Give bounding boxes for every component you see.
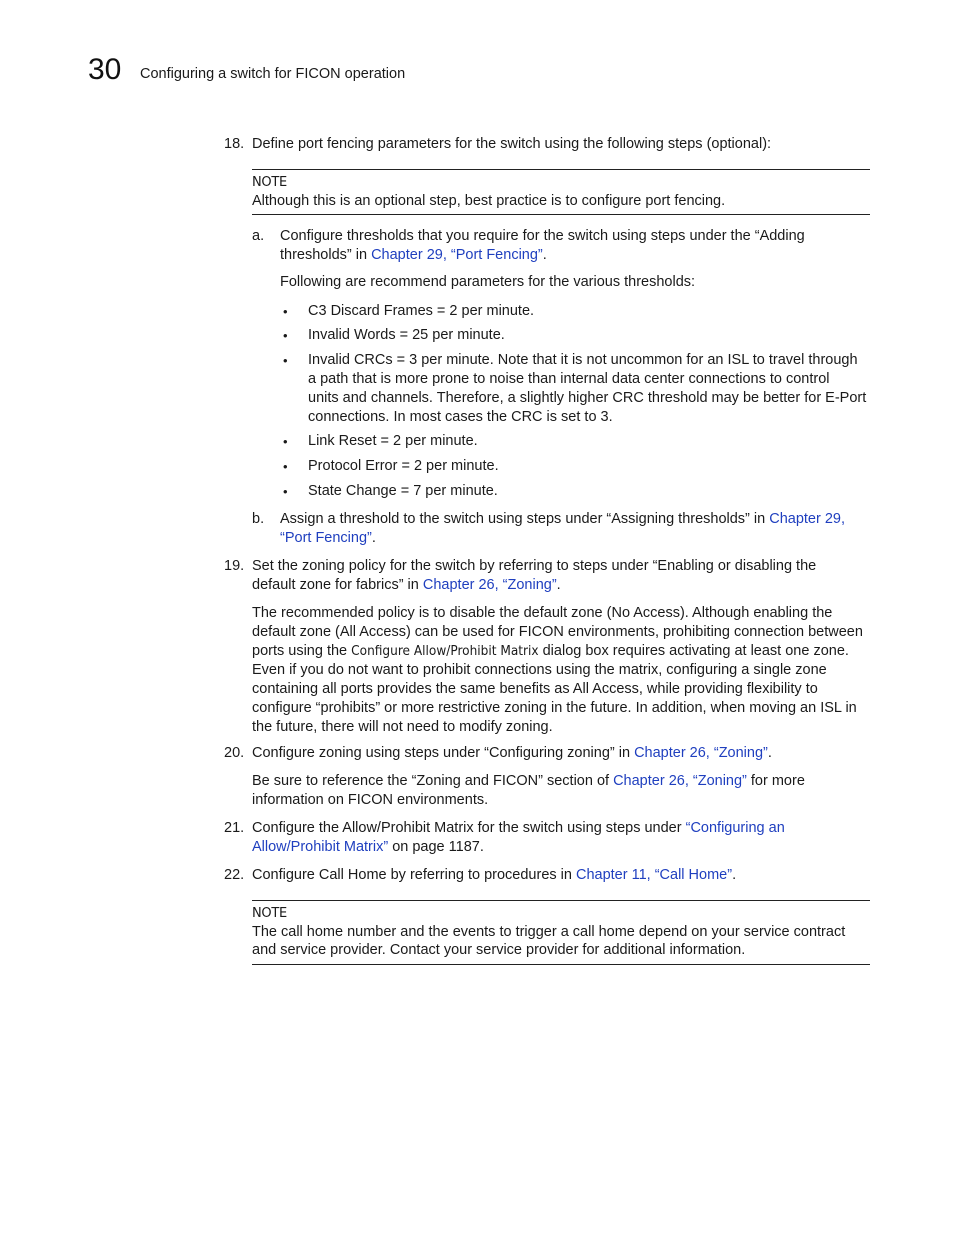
bullet-icon: • [283, 434, 288, 449]
step-20-post: . [767, 745, 772, 761]
bullet-invalid-crcs-line3: units and channels. Therefore, a slightly higher CRC threshold may be better for E-Port [308, 390, 867, 406]
link-chapter-26-zoning[interactable]: Chapter 26, “Zoning” [422, 577, 557, 593]
bullet-state-change: State Change = 7 per minute. [308, 483, 498, 499]
step-19-line1: Set the zoning policy for the switch by referring to steps under “Enabling or disabling the [252, 558, 817, 574]
bullet-icon: • [283, 328, 288, 343]
step-19-line2-post: . [556, 577, 561, 593]
link-allow-prohibit-matrix[interactable]: Allow/Prohibit Matrix” [252, 839, 389, 855]
link-chapter-29[interactable]: Chapter 29, [769, 511, 846, 527]
step-21-text [252, 819, 785, 857]
note-text: Although this is an optional step, best practice is to configure port fencing. [252, 193, 726, 209]
ui-label-allow-prohibit-matrix: Configure Allow/Prohibit Matrix [351, 643, 539, 659]
step-20-pre: Configure zoning using steps under “Configuring zoning” in [252, 745, 635, 761]
bullet-icon: • [283, 459, 288, 474]
step-20-para-post: for more [746, 773, 805, 789]
substep-a-label: a. [252, 228, 265, 244]
bullet-link-reset: Link Reset = 2 per minute. [308, 433, 478, 449]
step-20-para-line2: information on FICON environments. [252, 792, 489, 808]
step-19-text [252, 557, 816, 595]
note-box-call-home [252, 900, 870, 965]
note-line2: and service provider. Contact your service provider for additional information. [252, 942, 746, 958]
step-22-post: . [732, 867, 737, 883]
step-18-number: 18. [224, 136, 245, 152]
step-20-text [252, 744, 772, 763]
note-label: NOTE [252, 175, 287, 190]
bullet-c3-discard: C3 Discard Frames = 2 per minute. [308, 303, 535, 319]
step-19-para-line4: Even if you do not want to prohibit connections using the matrix, configuring a single zone [252, 662, 827, 678]
chapter-number: 30 [88, 53, 122, 86]
step-22-pre: Configure Call Home by referring to procedures in [252, 867, 576, 883]
step-19-para-line2: default zone (All Access) can be used for FICON environments, prohibiting connection between [252, 624, 863, 640]
note-text [252, 923, 870, 959]
bullet-invalid-crcs-line4: connections. In most cases the CRC is set to 3. [308, 409, 613, 425]
link-port-fencing[interactable]: “Port Fencing” [280, 530, 372, 546]
substep-a-text [280, 227, 805, 265]
note-line1: The call home number and the events to trigger a call home depend on your service contract [252, 924, 846, 940]
link-configuring-allow-prohibit-matrix[interactable]: “Configuring an [685, 820, 785, 836]
thresholds-intro: Following are recommend parameters for the various thresholds: [280, 274, 696, 290]
bullet-invalid-crcs-line1: Invalid CRCs = 3 per minute. Note that it is not uncommon for an ISL to travel through [308, 352, 858, 368]
substep-a-line2-pre: thresholds” in [280, 247, 372, 263]
note-box-optional [252, 169, 870, 215]
link-chapter-26-zoning[interactable]: Chapter 26, “Zoning” [634, 745, 768, 761]
bullet-icon: • [283, 353, 288, 368]
bullet-icon: • [283, 304, 288, 319]
substep-a-line1: Configure thresholds that you require for the switch using steps under the “Adding [280, 228, 805, 244]
step-19-number: 19. [224, 558, 245, 574]
step-21-post: on page 1187. [388, 839, 484, 855]
step-19-paragraph [252, 604, 863, 737]
substep-b-line1: Assign a threshold to the switch using steps under “Assigning thresholds” in [280, 511, 770, 527]
step-22-text [252, 866, 736, 885]
bullet-invalid-words: Invalid Words = 25 per minute. [308, 327, 505, 343]
step-19-para-line5: containing all ports provides the same benefits as All Access, while providing flexibility to [252, 681, 818, 697]
step-19-para-line3-pre: ports using the [252, 643, 352, 659]
bullet-protocol-error: Protocol Error = 2 per minute. [308, 458, 499, 474]
note-label: NOTE [252, 906, 287, 921]
chapter-title: Configuring a switch for FICON operation [140, 66, 406, 82]
step-19-para-line7: the future, there will not need to modify zoning. [252, 719, 553, 735]
step-18-text: Define port fencing parameters for the switch using the following steps (optional): [252, 136, 772, 152]
step-21-number: 21. [224, 820, 245, 836]
link-chapter-26-zoning[interactable]: Chapter 26, “Zoning” [613, 773, 747, 789]
substep-a-line2-post: . [542, 247, 547, 263]
bullet-invalid-crcs-line2: a path that is more prone to noise than internal data center connections to control [308, 371, 830, 387]
step-19-line2-pre: default zone for fabrics” in [252, 577, 423, 593]
step-22-number: 22. [224, 867, 245, 883]
substep-b-post: . [371, 530, 376, 546]
step-19-para-line1: The recommended policy is to disable the default zone (No Access). Although enabling the [252, 605, 833, 621]
bullet-invalid-crcs [308, 351, 866, 427]
step-20-number: 20. [224, 745, 245, 761]
link-chapter-29-port-fencing[interactable]: Chapter 29, “Port Fencing” [371, 247, 543, 263]
link-chapter-11-call-home[interactable]: Chapter 11, “Call Home” [575, 867, 733, 883]
step-19-para-line6: configure “prohibits” or more restrictive zoning in the future. In addition, when moving an ISL in [252, 700, 857, 716]
substep-b-text [280, 510, 845, 548]
substep-b-label: b. [252, 511, 265, 527]
bullet-icon: • [283, 484, 288, 499]
step-19-para-line3-post: dialog box requires activating at least one zone. [538, 643, 849, 659]
step-21-pre: Configure the Allow/Prohibit Matrix for the switch using steps under [252, 820, 686, 836]
step-20-paragraph [252, 772, 805, 810]
step-20-para-pre: Be sure to reference the “Zoning and FICON” section of [252, 773, 614, 789]
